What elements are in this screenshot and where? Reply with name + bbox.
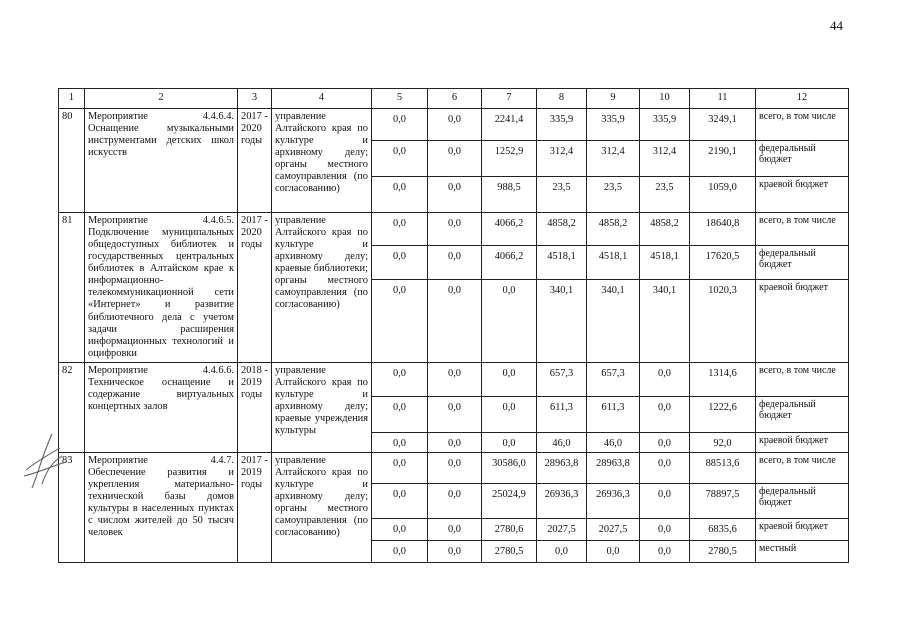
value-cell-col7: 2780,5 [482, 540, 537, 562]
total-cell: 3249,1 [690, 109, 756, 141]
table-body [59, 89, 849, 563]
value-cell-col6: 0,0 [428, 518, 482, 540]
value-cell-col6: 0,0 [428, 213, 482, 246]
value-cell-col9: 0,0 [587, 540, 640, 562]
executor-cell: управление Алтайского края по культуре и архивному делу; органы местного самоуправления (по согласованию) [272, 452, 372, 562]
value-cell-col8: 312,4 [537, 141, 587, 177]
value-cell-col10: 0,0 [640, 362, 690, 396]
value-cell-col10: 335,9 [640, 109, 690, 141]
funding-source-cell: всего, в том числе [756, 452, 849, 483]
value-cell-col5: 0,0 [372, 245, 428, 280]
table-row [59, 362, 849, 396]
value-cell-col9: 26936,3 [587, 483, 640, 518]
value-cell-col5: 0,0 [372, 280, 428, 362]
value-cell-col7: 0,0 [482, 280, 537, 362]
period-cell: 2017 - 2019 годы [238, 452, 272, 562]
funding-source-cell: всего, в том числе [756, 362, 849, 396]
value-cell-col9: 312,4 [587, 141, 640, 177]
value-cell-col5: 0,0 [372, 213, 428, 246]
table-row [59, 452, 849, 483]
header-cell: 4 [272, 89, 372, 109]
value-cell-col10: 340,1 [640, 280, 690, 362]
header-cell: 9 [587, 89, 640, 109]
funding-source-cell: федеральный бюджет [756, 483, 849, 518]
header-cell: 11 [690, 89, 756, 109]
value-cell-col8: 2027,5 [537, 518, 587, 540]
value-cell-col6: 0,0 [428, 245, 482, 280]
period-cell: 2018 - 2019 годы [238, 362, 272, 452]
value-cell-col9: 335,9 [587, 109, 640, 141]
value-cell-col9: 46,0 [587, 432, 640, 452]
value-cell-col10: 0,0 [640, 432, 690, 452]
value-cell-col5: 0,0 [372, 540, 428, 562]
value-cell-col6: 0,0 [428, 109, 482, 141]
value-cell-col8: 46,0 [537, 432, 587, 452]
total-cell: 1020,3 [690, 280, 756, 362]
handwritten-signature-mark [22, 426, 68, 492]
value-cell-col8: 340,1 [537, 280, 587, 362]
executor-cell: управление Алтайского края по культуре и архивному делу; краевые библиотеки; органы местного самоуправления (по согласованию) [272, 213, 372, 363]
value-cell-col7: 0,0 [482, 362, 537, 396]
value-cell-col10: 4518,1 [640, 245, 690, 280]
value-cell-col6: 0,0 [428, 432, 482, 452]
value-cell-col6: 0,0 [428, 452, 482, 483]
header-cell: 3 [238, 89, 272, 109]
period-cell: 2017 - 2020 годы [238, 213, 272, 363]
funding-source-cell: краевой бюджет [756, 280, 849, 362]
row-number-cell: 82 [59, 362, 85, 452]
total-cell: 6835,6 [690, 518, 756, 540]
header-cell: 10 [640, 89, 690, 109]
value-cell-col8: 657,3 [537, 362, 587, 396]
value-cell-col7: 2780,6 [482, 518, 537, 540]
value-cell-col10: 0,0 [640, 396, 690, 432]
period-cell: 2017 - 2020 годы [238, 109, 272, 213]
value-cell-col6: 0,0 [428, 540, 482, 562]
value-cell-col9: 28963,8 [587, 452, 640, 483]
value-cell-col7: 2241,4 [482, 109, 537, 141]
total-cell: 1059,0 [690, 177, 756, 213]
value-cell-col8: 335,9 [537, 109, 587, 141]
value-cell-col5: 0,0 [372, 518, 428, 540]
measure-name-cell: Мероприятие 4.4.7. Обеспечение развития и укрепления материально-технической базы домов культуры в населенных пунктах с числом жителей до 50 тысяч человек [85, 452, 238, 562]
value-cell-col8: 611,3 [537, 396, 587, 432]
value-cell-col7: 4066,2 [482, 245, 537, 280]
value-cell-col6: 0,0 [428, 141, 482, 177]
total-cell: 1314,6 [690, 362, 756, 396]
value-cell-col9: 2027,5 [587, 518, 640, 540]
value-cell-col6: 0,0 [428, 396, 482, 432]
total-cell: 2780,5 [690, 540, 756, 562]
value-cell-col8: 26936,3 [537, 483, 587, 518]
header-cell: 1 [59, 89, 85, 109]
page-number: 44 [830, 18, 843, 33]
value-cell-col7: 0,0 [482, 396, 537, 432]
funding-source-cell: краевой бюджет [756, 432, 849, 452]
funding-source-cell: краевой бюджет [756, 177, 849, 213]
value-cell-col7: 0,0 [482, 432, 537, 452]
value-cell-col9: 611,3 [587, 396, 640, 432]
value-cell-col7: 30586,0 [482, 452, 537, 483]
executor-cell: управление Алтайского края по культуре и архивному делу; краевые учреждения культуры [272, 362, 372, 452]
value-cell-col5: 0,0 [372, 362, 428, 396]
total-cell: 88513,6 [690, 452, 756, 483]
funding-source-cell: всего, в том числе [756, 109, 849, 141]
total-cell: 17620,5 [690, 245, 756, 280]
header-cell: 8 [537, 89, 587, 109]
total-cell: 18640,8 [690, 213, 756, 246]
value-cell-col10: 0,0 [640, 483, 690, 518]
value-cell-col9: 657,3 [587, 362, 640, 396]
value-cell-col7: 1252,9 [482, 141, 537, 177]
value-cell-col5: 0,0 [372, 141, 428, 177]
value-cell-col9: 23,5 [587, 177, 640, 213]
row-number-cell: 81 [59, 213, 85, 363]
value-cell-col8: 28963,8 [537, 452, 587, 483]
value-cell-col7: 25024,9 [482, 483, 537, 518]
row-number-cell: 83 [59, 452, 85, 562]
value-cell-col10: 23,5 [640, 177, 690, 213]
value-cell-col5: 0,0 [372, 483, 428, 518]
value-cell-col10: 4858,2 [640, 213, 690, 246]
funding-source-cell: всего, в том числе [756, 213, 849, 246]
value-cell-col10: 0,0 [640, 452, 690, 483]
value-cell-col7: 4066,2 [482, 213, 537, 246]
measure-name-cell: Мероприятие 4.4.6.6. Техническое оснащение и содержание виртуальных концертных залов [85, 362, 238, 452]
value-cell-col5: 0,0 [372, 396, 428, 432]
value-cell-col9: 340,1 [587, 280, 640, 362]
header-cell: 7 [482, 89, 537, 109]
funding-source-cell: местный [756, 540, 849, 562]
value-cell-col7: 988,5 [482, 177, 537, 213]
value-cell-col10: 312,4 [640, 141, 690, 177]
value-cell-col6: 0,0 [428, 483, 482, 518]
value-cell-col5: 0,0 [372, 432, 428, 452]
value-cell-col10: 0,0 [640, 540, 690, 562]
value-cell-col6: 0,0 [428, 280, 482, 362]
value-cell-col8: 23,5 [537, 177, 587, 213]
value-cell-col5: 0,0 [372, 452, 428, 483]
value-cell-col8: 0,0 [537, 540, 587, 562]
funding-source-cell: краевой бюджет [756, 518, 849, 540]
measure-name-cell: Мероприятие 4.4.6.4. Оснащение музыкальными инструментами детских школ искусств [85, 109, 238, 213]
table-row [59, 109, 849, 141]
financing-table [58, 88, 849, 563]
header-cell: 2 [85, 89, 238, 109]
executor-cell: управление Алтайского края по культуре и архивному делу; органы местного самоуправления (по согласованию) [272, 109, 372, 213]
value-cell-col6: 0,0 [428, 177, 482, 213]
measure-name-cell: Мероприятие 4.4.6.5. Подключение муниципальных общедоступных библиотек и государственных центральных библиотек в Алтайском крае к информационно-телекоммуникационной сети «Интернет» и развитие библиотечного дела с учетом задачи расширения информационных технологий и оцифровки [85, 213, 238, 363]
total-cell: 2190,1 [690, 141, 756, 177]
total-cell: 78897,5 [690, 483, 756, 518]
table-row [59, 213, 849, 246]
funding-source-cell: федеральный бюджет [756, 141, 849, 177]
header-row [59, 89, 849, 109]
value-cell-col8: 4518,1 [537, 245, 587, 280]
value-cell-col9: 4518,1 [587, 245, 640, 280]
funding-source-cell: федеральный бюджет [756, 245, 849, 280]
value-cell-col10: 0,0 [640, 518, 690, 540]
value-cell-col9: 4858,2 [587, 213, 640, 246]
value-cell-col8: 4858,2 [537, 213, 587, 246]
total-cell: 1222,6 [690, 396, 756, 432]
header-cell: 12 [756, 89, 849, 109]
header-cell: 6 [428, 89, 482, 109]
total-cell: 92,0 [690, 432, 756, 452]
value-cell-col6: 0,0 [428, 362, 482, 396]
header-cell: 5 [372, 89, 428, 109]
value-cell-col5: 0,0 [372, 177, 428, 213]
row-number-cell: 80 [59, 109, 85, 213]
funding-source-cell: федеральный бюджет [756, 396, 849, 432]
value-cell-col5: 0,0 [372, 109, 428, 141]
